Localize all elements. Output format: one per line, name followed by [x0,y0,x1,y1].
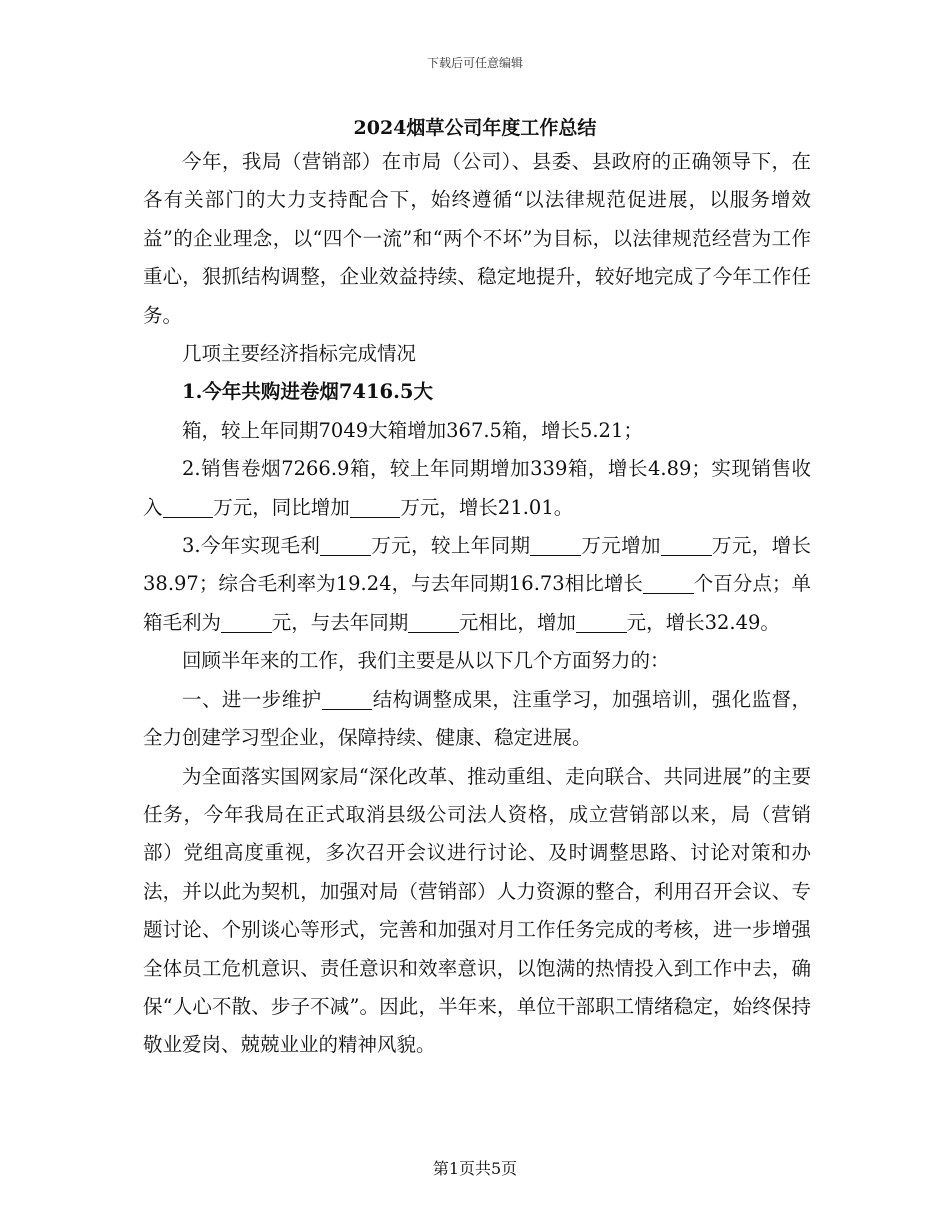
text-segment: 3.今年实现毛利 [182,534,321,558]
blank-line [320,535,371,556]
header-note: 下载后可任意编辑 [426,56,523,70]
blank-line [163,497,214,518]
paragraph-item-1-heading: 1.今年共购进卷烟7416.5大 [182,380,433,404]
text-segment: 元相比，增加 [458,610,576,634]
document-title: 2024烟草公司年度工作总结 [353,117,597,139]
document-body [143,143,811,1065]
paragraph-item-1-detail: 箱，较上年同期7049大箱增加367.5箱，增长5.21； [182,418,643,442]
text-segment: 个百分点；单箱毛利为 [143,572,811,634]
paragraph-section-1 [143,681,811,758]
text-segment: 一、进一步维护 [182,687,322,711]
text-segment: 万元，同比增加 [213,495,350,519]
text-segment: 万元，增长38.97；综合毛利率为19.24，与去年同期16.73相比增长 [143,534,811,596]
text-segment: 万元增加 [581,534,661,558]
text-segment: 万元，较上年同期 [370,534,531,558]
blank-line [322,689,373,710]
paragraph-item-3 [143,527,811,642]
blank-line [643,574,694,595]
paragraph-item-2 [143,450,811,527]
paragraph-section-1-detail: 为全面落实国网家局“深化改革、推动重组、走向联合、共同进展”的主要任务，今年我局在正式取消县级公司法人资格，成立营销部以来，局（营销部）党组高度重视，多次召开会议进行讨论、及时调整思路、讨论对策和办法，并以此为契机，加强对局（营销部）人力资源的整合，利用召开会议、专题讨论、个别谈心等形式，完善和加强对月工作任务完成的考核，进一步增强全体员工危机意识、责任意识和效率意识，以饱满的热情投入到工作中去，确保“人心不散、步子不减”。因此，半年来，单位干部职工情绪稳定，始终保持敬业爱岗、兢兢业业的精神风貌。 [143,764,811,1057]
text-segment: 万元，增长21.01。 [400,495,574,519]
paragraph-review: 回顾半年来的工作，我们主要是从以下几个方面努力的： [182,649,670,673]
text-segment: 结构调整成果，注重学习，加强培训，强化监督，全力创建学习型企业，保障持续、健康、稳定进展。 [143,687,811,750]
paragraph-indicators-heading: 几项主要经济指标完成情况 [182,342,417,366]
blank-line [350,497,401,518]
page-footer: 第1页共5页 [432,1159,518,1178]
blank-line [661,535,712,556]
text-segment: 元，增长32.49。 [626,610,780,634]
blank-line [576,612,627,633]
blank-line [530,535,581,556]
blank-line [221,612,272,633]
paragraph-intro: 今年，我局（营销部）在市局（公司）、县委、县政府的正确领导下，在各有关部门的大力支持配合下，始终遵循“以法律规范促进展，以服务增效益”的企业理念，以“四个一流”和“两个不坏”为目标，以法律规范经营为工作重心，狠抓结构调整，企业效益持续、稳定地提升，较好地完成了今年工作任务。 [143,150,811,327]
text-segment: 2.销售卷烟7266.9箱，较上年同期增加339箱，增长4.89；实现销售收入 [143,457,811,519]
blank-line [408,612,459,633]
text-segment: 元，与去年同期 [271,610,409,634]
